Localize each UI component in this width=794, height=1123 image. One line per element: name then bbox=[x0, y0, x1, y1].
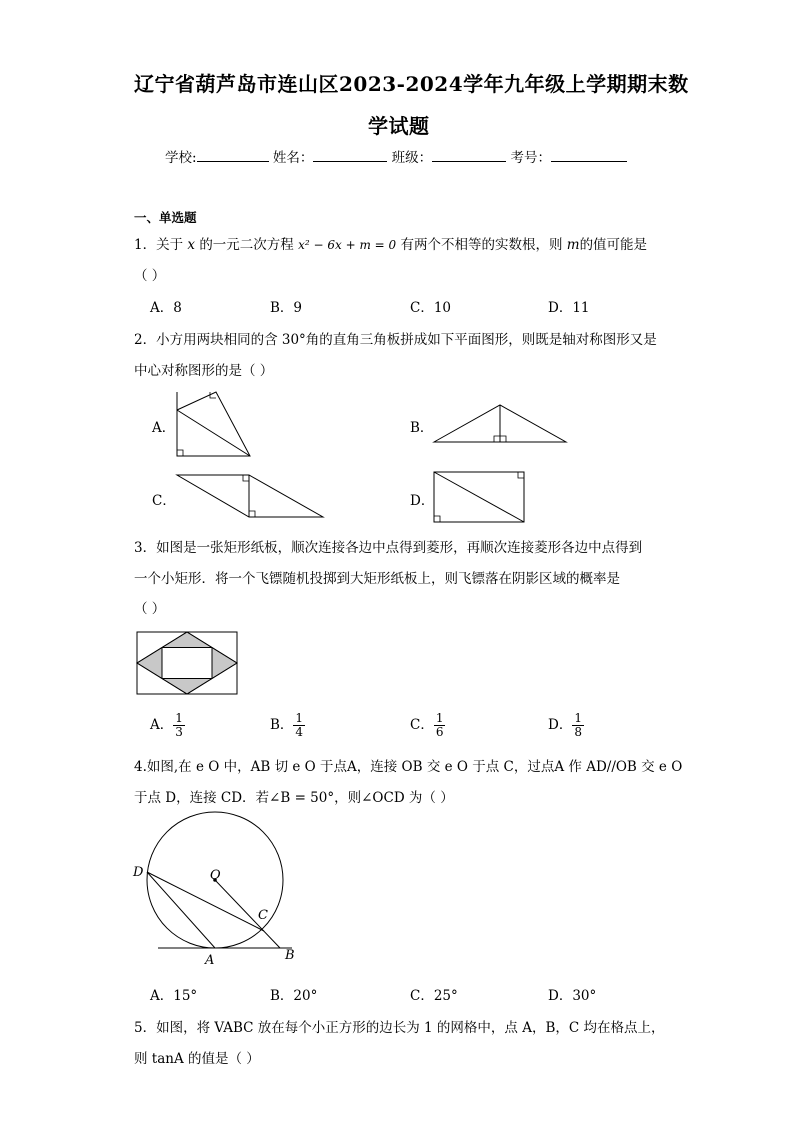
page-title-line2: 学试题 bbox=[368, 114, 430, 138]
label-a: A bbox=[205, 953, 215, 968]
question-5-line1: 5．如图，将 VABC 放在每个小正方形的边长为 1 的网格中，点 A，B，C 均在格点上， bbox=[134, 1020, 665, 1036]
class-label: 班级： bbox=[391, 150, 433, 166]
q3-option-c-label: C． bbox=[410, 717, 434, 733]
q2-figure-a bbox=[170, 390, 260, 460]
label-b: B bbox=[285, 948, 295, 963]
fraction-denominator: 6 bbox=[435, 725, 444, 739]
question-3-line1: 3．如图是一张矩形纸板，顺次连接各边中点得到菱形，再顺次连接菱形各边中点得到 bbox=[134, 540, 643, 556]
name-blank[interactable] bbox=[313, 149, 387, 162]
q2-figure-c bbox=[175, 473, 327, 521]
q1-mid: 的一元二次方程 bbox=[199, 237, 294, 253]
q3-paren: （ ） bbox=[134, 601, 166, 617]
question-4-line1: 4.如图,在 e O 中，AB 切 e O 于点A，连接 OB 交 e O 于点 C，过点A 作 AD//OB 交 e O bbox=[134, 759, 683, 775]
school-blank[interactable] bbox=[197, 149, 269, 162]
student-info-line bbox=[165, 146, 627, 166]
fraction-denominator: 3 bbox=[175, 725, 183, 739]
fraction-denominator: 4 bbox=[295, 725, 304, 739]
label-d: D bbox=[133, 865, 144, 880]
q1-option-c[interactable]: C．10 bbox=[410, 300, 452, 316]
section-heading: 一、单选题 bbox=[134, 210, 197, 225]
q3-option-a[interactable] bbox=[150, 712, 185, 739]
q3-figure-rect-rhombus bbox=[135, 630, 239, 696]
question-1-text bbox=[134, 233, 647, 253]
q4-option-d[interactable]: D．30° bbox=[548, 988, 597, 1004]
q4-option-c[interactable]: C．25° bbox=[410, 988, 458, 1004]
q1-paren: （ ） bbox=[134, 268, 166, 284]
q1-option-b[interactable]: B．9 bbox=[270, 300, 303, 316]
q3-option-c[interactable] bbox=[410, 712, 445, 739]
number-label: 考号： bbox=[510, 150, 551, 166]
fraction bbox=[572, 712, 584, 739]
q1-equation: x² − 6x + m = 0 bbox=[298, 238, 397, 252]
q4-figure-circle bbox=[130, 812, 300, 968]
fraction-numerator: 1 bbox=[435, 711, 444, 725]
q3-option-a-label: A． bbox=[150, 717, 174, 733]
question-2-line2: 中心对称图形的是（ ） bbox=[134, 363, 274, 379]
q3-option-b[interactable] bbox=[270, 712, 305, 739]
q3-option-b-label: B． bbox=[270, 717, 294, 733]
fraction bbox=[173, 712, 185, 739]
q2-option-d-label[interactable]: D． bbox=[410, 493, 435, 509]
q1-var-x: x bbox=[187, 237, 196, 253]
q2-option-c-label[interactable]: C． bbox=[152, 493, 176, 509]
number-blank[interactable] bbox=[551, 149, 627, 162]
school-label: 学校: bbox=[165, 150, 197, 166]
page-title: 辽宁省葫芦岛市连山区2023-2024学年九年级上学期期末数 bbox=[134, 72, 689, 96]
label-o: O bbox=[210, 868, 221, 883]
q1-rest: 有两个不相等的实数根，则 bbox=[400, 237, 563, 253]
q3-option-d-label: D． bbox=[548, 717, 573, 733]
q1-var-m: m bbox=[566, 237, 580, 253]
q1-option-a[interactable]: A．8 bbox=[150, 300, 182, 316]
question-2-line1: 2．小方用两块相同的含 30°角的直角三角板拼成如下平面图形，则既是轴对称图形又是 bbox=[134, 332, 657, 348]
q1-prefix: 1．关于 bbox=[134, 237, 184, 253]
class-blank[interactable] bbox=[432, 149, 506, 162]
fraction-denominator: 8 bbox=[574, 725, 582, 739]
q1-option-d[interactable]: D．11 bbox=[548, 300, 590, 316]
q4-option-a[interactable]: A．15° bbox=[150, 988, 198, 1004]
q2-figure-b bbox=[432, 403, 572, 445]
fraction bbox=[434, 712, 446, 739]
q2-figure-d bbox=[432, 470, 528, 524]
fraction-numerator: 1 bbox=[574, 711, 582, 725]
label-c: C bbox=[258, 908, 268, 923]
q2-option-b-label[interactable]: B． bbox=[410, 420, 434, 436]
fraction-numerator: 1 bbox=[175, 711, 183, 725]
q4-option-b[interactable]: B．20° bbox=[270, 988, 318, 1004]
q2-option-a-label[interactable]: A． bbox=[152, 420, 176, 436]
q1-end: 的值可能是 bbox=[579, 237, 648, 253]
fraction-numerator: 1 bbox=[295, 711, 304, 725]
question-5-line2: 则 tanA 的值是（ ） bbox=[134, 1051, 260, 1067]
question-3-line2: 一个小矩形．将一个飞镖随机投掷到大矩形纸板上，则飞镖落在阴影区域的概率是 bbox=[134, 571, 620, 587]
fraction bbox=[293, 712, 305, 739]
question-4-line2: 于点 D，连接 CD．若∠B = 50°，则∠OCD 为（ ） bbox=[134, 790, 454, 806]
name-label: 姓名： bbox=[272, 150, 314, 166]
q3-option-d[interactable] bbox=[548, 712, 584, 739]
